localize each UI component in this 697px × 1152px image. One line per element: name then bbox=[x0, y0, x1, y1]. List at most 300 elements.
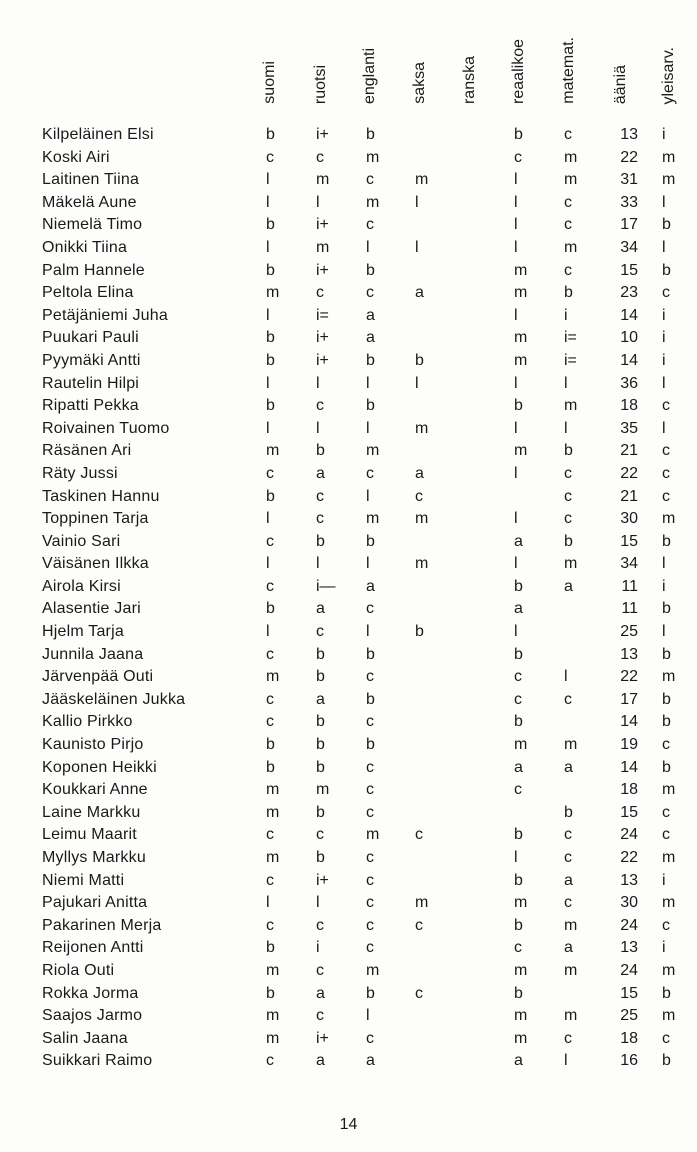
student-name: Kilpeläinen Elsi bbox=[42, 126, 154, 143]
cell-suomi: b bbox=[266, 126, 275, 143]
student-name: Rautelin Hilpi bbox=[42, 374, 140, 392]
cell-englanti: b bbox=[366, 984, 375, 1002]
cell-reaali: b bbox=[514, 871, 523, 889]
cell-yleis: l bbox=[662, 419, 666, 437]
table-row bbox=[0, 915, 697, 938]
cell-matem: l bbox=[564, 419, 568, 437]
cell-reaali: l bbox=[514, 849, 518, 866]
cell-yleis: b bbox=[662, 690, 671, 708]
cell-aania: 22 bbox=[620, 849, 638, 866]
cell-reaali: c bbox=[514, 939, 522, 957]
cell-matem: a bbox=[564, 577, 573, 595]
cell-reaali: c bbox=[514, 668, 522, 686]
cell-englanti: l bbox=[366, 238, 370, 256]
cell-reaali: b bbox=[514, 826, 523, 844]
student-name: Räty Jussi bbox=[42, 464, 118, 482]
student-name: Toppinen Tarja bbox=[42, 510, 149, 528]
cell-suomi: c bbox=[266, 826, 274, 844]
cell-yleis: c bbox=[662, 442, 670, 460]
cell-matem: m bbox=[564, 148, 578, 166]
cell-yleis: i bbox=[662, 871, 666, 889]
cell-yleis: i bbox=[662, 126, 666, 143]
cell-yleis: b bbox=[662, 600, 671, 618]
cell-matem: c bbox=[564, 464, 572, 482]
cell-englanti: l bbox=[366, 487, 370, 505]
student-name: Vainio Sari bbox=[42, 532, 121, 550]
cell-aania: 15 bbox=[620, 261, 638, 279]
cell-saksa: c bbox=[415, 984, 423, 1002]
cell-aania: 15 bbox=[620, 984, 638, 1002]
student-name: Rokka Jorma bbox=[42, 984, 139, 1002]
table-row bbox=[0, 124, 697, 147]
cell-ruotsi: b bbox=[316, 849, 325, 866]
cell-matem: b bbox=[564, 803, 573, 821]
student-name: Taskinen Hannu bbox=[42, 487, 160, 505]
cell-yleis: b bbox=[662, 532, 671, 550]
cell-reaali: l bbox=[514, 555, 518, 573]
cell-suomi: c bbox=[266, 713, 274, 731]
cell-reaali: a bbox=[514, 532, 523, 550]
cell-englanti: b bbox=[366, 261, 375, 279]
cell-ruotsi: c bbox=[316, 916, 324, 934]
cell-englanti: a bbox=[366, 306, 375, 324]
cell-englanti: c bbox=[366, 216, 374, 234]
cell-yleis: l bbox=[662, 623, 666, 641]
cell-englanti: c bbox=[366, 284, 374, 302]
cell-ruotsi: b bbox=[316, 758, 325, 776]
cell-aania: 16 bbox=[620, 1052, 638, 1070]
table-row bbox=[0, 666, 697, 689]
cell-suomi: b bbox=[266, 397, 275, 415]
cell-englanti: m bbox=[366, 442, 380, 460]
cell-ruotsi: l bbox=[316, 193, 320, 211]
cell-aania: 14 bbox=[620, 306, 638, 324]
cell-suomi: b bbox=[266, 758, 275, 776]
results-table bbox=[0, 124, 697, 1073]
student-name: Peltola Elina bbox=[42, 284, 134, 302]
cell-yleis: l bbox=[662, 555, 666, 573]
cell-englanti: a bbox=[366, 577, 375, 595]
cell-matem: m bbox=[564, 736, 578, 754]
cell-reaali: m bbox=[514, 1007, 528, 1025]
cell-suomi: c bbox=[266, 577, 274, 595]
cell-suomi: b bbox=[266, 351, 275, 369]
cell-yleis: c bbox=[662, 1029, 670, 1047]
cell-englanti: c bbox=[366, 668, 374, 686]
cell-yleis: b bbox=[662, 713, 671, 731]
cell-englanti: b bbox=[366, 690, 375, 708]
cell-suomi: c bbox=[266, 464, 274, 482]
student-name: Puukari Pauli bbox=[42, 329, 139, 347]
cell-englanti: m bbox=[366, 148, 380, 166]
cell-suomi: b bbox=[266, 261, 275, 279]
cell-ruotsi: i+ bbox=[316, 1029, 329, 1047]
cell-reaali: l bbox=[514, 193, 518, 211]
cell-reaali: b bbox=[514, 984, 523, 1002]
cell-matem: c bbox=[564, 826, 572, 844]
student-name: Jääskeläinen Jukka bbox=[42, 690, 186, 708]
cell-matem: l bbox=[564, 374, 568, 392]
cell-matem: a bbox=[564, 758, 573, 776]
cell-yleis: m bbox=[662, 1007, 676, 1025]
cell-aania: 24 bbox=[620, 826, 638, 844]
table-row bbox=[0, 237, 697, 260]
cell-ruotsi: m bbox=[316, 238, 330, 256]
cell-aania: 13 bbox=[620, 126, 638, 143]
cell-englanti: a bbox=[366, 329, 375, 347]
student-name: Niemi Matti bbox=[42, 871, 125, 889]
cell-aania: 18 bbox=[620, 397, 638, 415]
cell-ruotsi: b bbox=[316, 803, 325, 821]
cell-aania: 14 bbox=[620, 758, 638, 776]
table-row bbox=[0, 169, 697, 192]
cell-matem: m bbox=[564, 1007, 578, 1025]
cell-yleis: i bbox=[662, 351, 666, 369]
table-row bbox=[0, 711, 697, 734]
table-row bbox=[0, 192, 697, 215]
student-name: Airola Kirsi bbox=[42, 577, 121, 595]
student-name: Petäjäniemi Juha bbox=[42, 306, 168, 324]
cell-ruotsi: c bbox=[316, 623, 324, 641]
cell-aania: 22 bbox=[620, 668, 638, 686]
column-header-ranska: ranska bbox=[461, 55, 478, 104]
cell-yleis: b bbox=[662, 216, 671, 234]
cell-englanti: c bbox=[366, 871, 374, 889]
cell-suomi: m bbox=[266, 284, 280, 302]
table-row bbox=[0, 1028, 697, 1051]
cell-ruotsi: c bbox=[316, 510, 324, 528]
student-name: Pajukari Anitta bbox=[42, 894, 148, 912]
cell-saksa: l bbox=[415, 374, 419, 392]
cell-aania: 33 bbox=[620, 193, 638, 211]
cell-ruotsi: b bbox=[316, 645, 325, 663]
page-number: 14 bbox=[339, 1116, 358, 1133]
cell-matem: b bbox=[564, 442, 573, 460]
cell-englanti: c bbox=[366, 171, 374, 189]
student-name: Myllys Markku bbox=[42, 849, 146, 866]
cell-englanti: b bbox=[366, 351, 375, 369]
table-row bbox=[0, 824, 697, 847]
cell-suomi: c bbox=[266, 645, 274, 663]
cell-aania: 22 bbox=[620, 464, 638, 482]
cell-suomi: m bbox=[266, 442, 280, 460]
cell-suomi: c bbox=[266, 916, 274, 934]
cell-saksa: a bbox=[415, 464, 424, 482]
cell-reaali: a bbox=[514, 758, 523, 776]
cell-yleis: m bbox=[662, 171, 676, 189]
cell-ruotsi: b bbox=[316, 668, 325, 686]
cell-ruotsi: i+ bbox=[316, 126, 329, 143]
student-name: Saajos Jarmo bbox=[42, 1007, 143, 1025]
table-row bbox=[0, 440, 697, 463]
cell-yleis: m bbox=[662, 668, 676, 686]
cell-ruotsi: i+ bbox=[316, 216, 329, 234]
cell-ruotsi: i= bbox=[316, 306, 329, 324]
cell-yleis: c bbox=[662, 826, 670, 844]
cell-aania: 25 bbox=[620, 623, 638, 641]
table-row bbox=[0, 847, 697, 870]
table-row bbox=[0, 147, 697, 170]
cell-yleis: m bbox=[662, 894, 676, 912]
cell-ruotsi: l bbox=[316, 374, 320, 392]
cell-englanti: l bbox=[366, 374, 370, 392]
cell-matem: c bbox=[564, 126, 572, 143]
cell-suomi: l bbox=[266, 623, 270, 641]
cell-ruotsi: b bbox=[316, 736, 325, 754]
cell-yleis: i bbox=[662, 939, 666, 957]
cell-matem: m bbox=[564, 171, 578, 189]
student-name: Junnila Jaana bbox=[42, 645, 144, 663]
student-name: Ripatti Pekka bbox=[42, 397, 139, 415]
cell-aania: 18 bbox=[620, 1029, 638, 1047]
cell-reaali: m bbox=[514, 284, 528, 302]
cell-suomi: l bbox=[266, 894, 270, 912]
cell-ruotsi: c bbox=[316, 1007, 324, 1025]
cell-englanti: b bbox=[366, 736, 375, 754]
cell-ruotsi: i+ bbox=[316, 351, 329, 369]
cell-yleis: l bbox=[662, 193, 666, 211]
cell-reaali: l bbox=[514, 306, 518, 324]
column-header-englanti: englanti bbox=[361, 47, 378, 104]
table-row bbox=[0, 1050, 697, 1073]
cell-ruotsi: i+ bbox=[316, 329, 329, 347]
cell-yleis: c bbox=[662, 284, 670, 302]
table-row bbox=[0, 621, 697, 644]
cell-aania: 15 bbox=[620, 532, 638, 550]
cell-saksa: m bbox=[415, 894, 429, 912]
cell-reaali: l bbox=[514, 510, 518, 528]
cell-saksa: m bbox=[415, 555, 429, 573]
table-row bbox=[0, 802, 697, 825]
table-row bbox=[0, 463, 697, 486]
cell-ruotsi: a bbox=[316, 464, 325, 482]
table-row bbox=[0, 305, 697, 328]
cell-suomi: m bbox=[266, 668, 280, 686]
cell-englanti: c bbox=[366, 713, 374, 731]
cell-ruotsi: l bbox=[316, 555, 320, 573]
cell-matem: m bbox=[564, 961, 578, 979]
student-name: Suikkari Raimo bbox=[42, 1052, 153, 1070]
table-row bbox=[0, 486, 697, 509]
cell-aania: 22 bbox=[620, 148, 638, 166]
student-name: Järvenpää Outi bbox=[42, 668, 154, 686]
table-row bbox=[0, 373, 697, 396]
cell-englanti: c bbox=[366, 894, 374, 912]
cell-suomi: m bbox=[266, 961, 280, 979]
table-row bbox=[0, 508, 697, 531]
cell-yleis: i bbox=[662, 577, 666, 595]
cell-yleis: m bbox=[662, 510, 676, 528]
cell-yleis: b bbox=[662, 984, 671, 1002]
cell-suomi: b bbox=[266, 487, 275, 505]
cell-matem: a bbox=[564, 939, 573, 957]
student-name: Väisänen Ilkka bbox=[42, 555, 149, 573]
cell-englanti: m bbox=[366, 510, 380, 528]
cell-suomi: c bbox=[266, 871, 274, 889]
cell-yleis: i bbox=[662, 329, 666, 347]
cell-suomi: l bbox=[266, 193, 270, 211]
student-name: Koukkari Anne bbox=[42, 781, 148, 799]
table-row bbox=[0, 757, 697, 780]
cell-yleis: m bbox=[662, 961, 676, 979]
cell-ruotsi: l bbox=[316, 894, 320, 912]
cell-yleis: b bbox=[662, 261, 671, 279]
cell-matem: c bbox=[564, 261, 572, 279]
cell-yleis: m bbox=[662, 148, 676, 166]
cell-aania: 24 bbox=[620, 961, 638, 979]
cell-englanti: b bbox=[366, 126, 375, 143]
cell-suomi: l bbox=[266, 510, 270, 528]
student-name: Salin Jaana bbox=[42, 1029, 128, 1047]
cell-matem: i= bbox=[564, 351, 577, 369]
cell-suomi: m bbox=[266, 849, 280, 866]
student-name: Palm Hannele bbox=[42, 261, 145, 279]
cell-aania: 18 bbox=[620, 781, 638, 799]
cell-aania: 30 bbox=[620, 894, 638, 912]
student-name: Riola Outi bbox=[42, 961, 115, 979]
cell-saksa: l bbox=[415, 193, 419, 211]
cell-reaali: m bbox=[514, 261, 528, 279]
cell-englanti: a bbox=[366, 1052, 375, 1070]
cell-suomi: m bbox=[266, 1029, 280, 1047]
student-name: Laine Markku bbox=[42, 803, 141, 821]
cell-ruotsi: l bbox=[316, 419, 320, 437]
table-row bbox=[0, 892, 697, 915]
table-row bbox=[0, 983, 697, 1006]
cell-matem: b bbox=[564, 532, 573, 550]
cell-englanti: c bbox=[366, 600, 374, 618]
cell-saksa: c bbox=[415, 916, 423, 934]
cell-suomi: c bbox=[266, 690, 274, 708]
cell-reaali: m bbox=[514, 894, 528, 912]
cell-matem: i= bbox=[564, 329, 577, 347]
student-name: Koski Airi bbox=[42, 148, 110, 166]
cell-aania: 15 bbox=[620, 803, 638, 821]
cell-aania: 19 bbox=[620, 736, 638, 754]
student-name: Pyymäki Antti bbox=[42, 351, 141, 369]
cell-suomi: b bbox=[266, 216, 275, 234]
table-row bbox=[0, 689, 697, 712]
cell-yleis: m bbox=[662, 849, 676, 866]
cell-reaali: c bbox=[514, 781, 522, 799]
table-row bbox=[0, 418, 697, 441]
table-row bbox=[0, 553, 697, 576]
cell-matem: c bbox=[564, 510, 572, 528]
cell-aania: 10 bbox=[620, 329, 638, 347]
cell-ruotsi: b bbox=[316, 532, 325, 550]
student-name: Reijonen Antti bbox=[42, 939, 144, 957]
cell-yleis: c bbox=[662, 916, 670, 934]
cell-yleis: c bbox=[662, 736, 670, 754]
cell-ruotsi: c bbox=[316, 397, 324, 415]
cell-aania: 14 bbox=[620, 351, 638, 369]
cell-ruotsi: a bbox=[316, 1052, 325, 1070]
cell-ruotsi: a bbox=[316, 984, 325, 1002]
student-name: Mäkelä Aune bbox=[42, 193, 137, 211]
cell-englanti: l bbox=[366, 623, 370, 641]
cell-reaali: c bbox=[514, 690, 522, 708]
cell-reaali: l bbox=[514, 374, 518, 392]
cell-yleis: c bbox=[662, 464, 670, 482]
cell-reaali: b bbox=[514, 645, 523, 663]
table-row bbox=[0, 214, 697, 237]
cell-suomi: b bbox=[266, 984, 275, 1002]
cell-suomi: m bbox=[266, 781, 280, 799]
cell-yleis: l bbox=[662, 238, 666, 256]
student-name: Räsänen Ari bbox=[42, 442, 132, 460]
cell-suomi: b bbox=[266, 600, 275, 618]
cell-suomi: c bbox=[266, 532, 274, 550]
cell-saksa: b bbox=[415, 623, 424, 641]
student-name: Pakarinen Merja bbox=[42, 916, 162, 934]
cell-englanti: b bbox=[366, 397, 375, 415]
cell-ruotsi: c bbox=[316, 487, 324, 505]
cell-reaali: m bbox=[514, 1029, 528, 1047]
cell-reaali: c bbox=[514, 148, 522, 166]
cell-reaali: a bbox=[514, 600, 523, 618]
cell-suomi: m bbox=[266, 1007, 280, 1025]
cell-aania: 23 bbox=[620, 284, 638, 302]
cell-ruotsi: i— bbox=[316, 577, 336, 595]
cell-aania: 24 bbox=[620, 916, 638, 934]
cell-ruotsi: a bbox=[316, 600, 325, 618]
cell-ruotsi: a bbox=[316, 690, 325, 708]
cell-yleis: i bbox=[662, 306, 666, 324]
cell-ruotsi: c bbox=[316, 961, 324, 979]
cell-reaali: b bbox=[514, 713, 523, 731]
cell-yleis: c bbox=[662, 397, 670, 415]
cell-aania: 13 bbox=[620, 939, 638, 957]
table-row bbox=[0, 644, 697, 667]
cell-aania: 34 bbox=[620, 238, 638, 256]
student-name: Alasentie Jari bbox=[42, 600, 141, 618]
cell-aania: 21 bbox=[620, 487, 638, 505]
column-header bbox=[0, 0, 697, 110]
cell-matem: a bbox=[564, 871, 573, 889]
cell-englanti: c bbox=[366, 916, 374, 934]
cell-saksa: l bbox=[415, 238, 419, 256]
cell-suomi: b bbox=[266, 736, 275, 754]
cell-ruotsi: c bbox=[316, 826, 324, 844]
cell-englanti: c bbox=[366, 1029, 374, 1047]
cell-yleis: c bbox=[662, 803, 670, 821]
student-name: Hjelm Tarja bbox=[42, 623, 124, 641]
cell-reaali: b bbox=[514, 126, 523, 143]
cell-matem: c bbox=[564, 1029, 572, 1047]
cell-aania: 34 bbox=[620, 555, 638, 573]
table-row bbox=[0, 327, 697, 350]
cell-ruotsi: i+ bbox=[316, 871, 329, 889]
cell-saksa: c bbox=[415, 826, 423, 844]
cell-reaali: b bbox=[514, 577, 523, 595]
cell-englanti: c bbox=[366, 849, 374, 866]
cell-englanti: m bbox=[366, 193, 380, 211]
cell-suomi: c bbox=[266, 148, 274, 166]
cell-englanti: l bbox=[366, 555, 370, 573]
cell-yleis: b bbox=[662, 645, 671, 663]
column-header-saksa: saksa bbox=[411, 62, 428, 104]
cell-suomi: c bbox=[266, 1052, 274, 1070]
cell-matem: c bbox=[564, 894, 572, 912]
cell-reaali: b bbox=[514, 397, 523, 415]
cell-saksa: m bbox=[415, 171, 429, 189]
cell-aania: 30 bbox=[620, 510, 638, 528]
cell-englanti: c bbox=[366, 781, 374, 799]
column-header-yleis: yleisarv. bbox=[660, 46, 677, 104]
table-row bbox=[0, 282, 697, 305]
table-row bbox=[0, 734, 697, 757]
cell-reaali: l bbox=[514, 623, 518, 641]
